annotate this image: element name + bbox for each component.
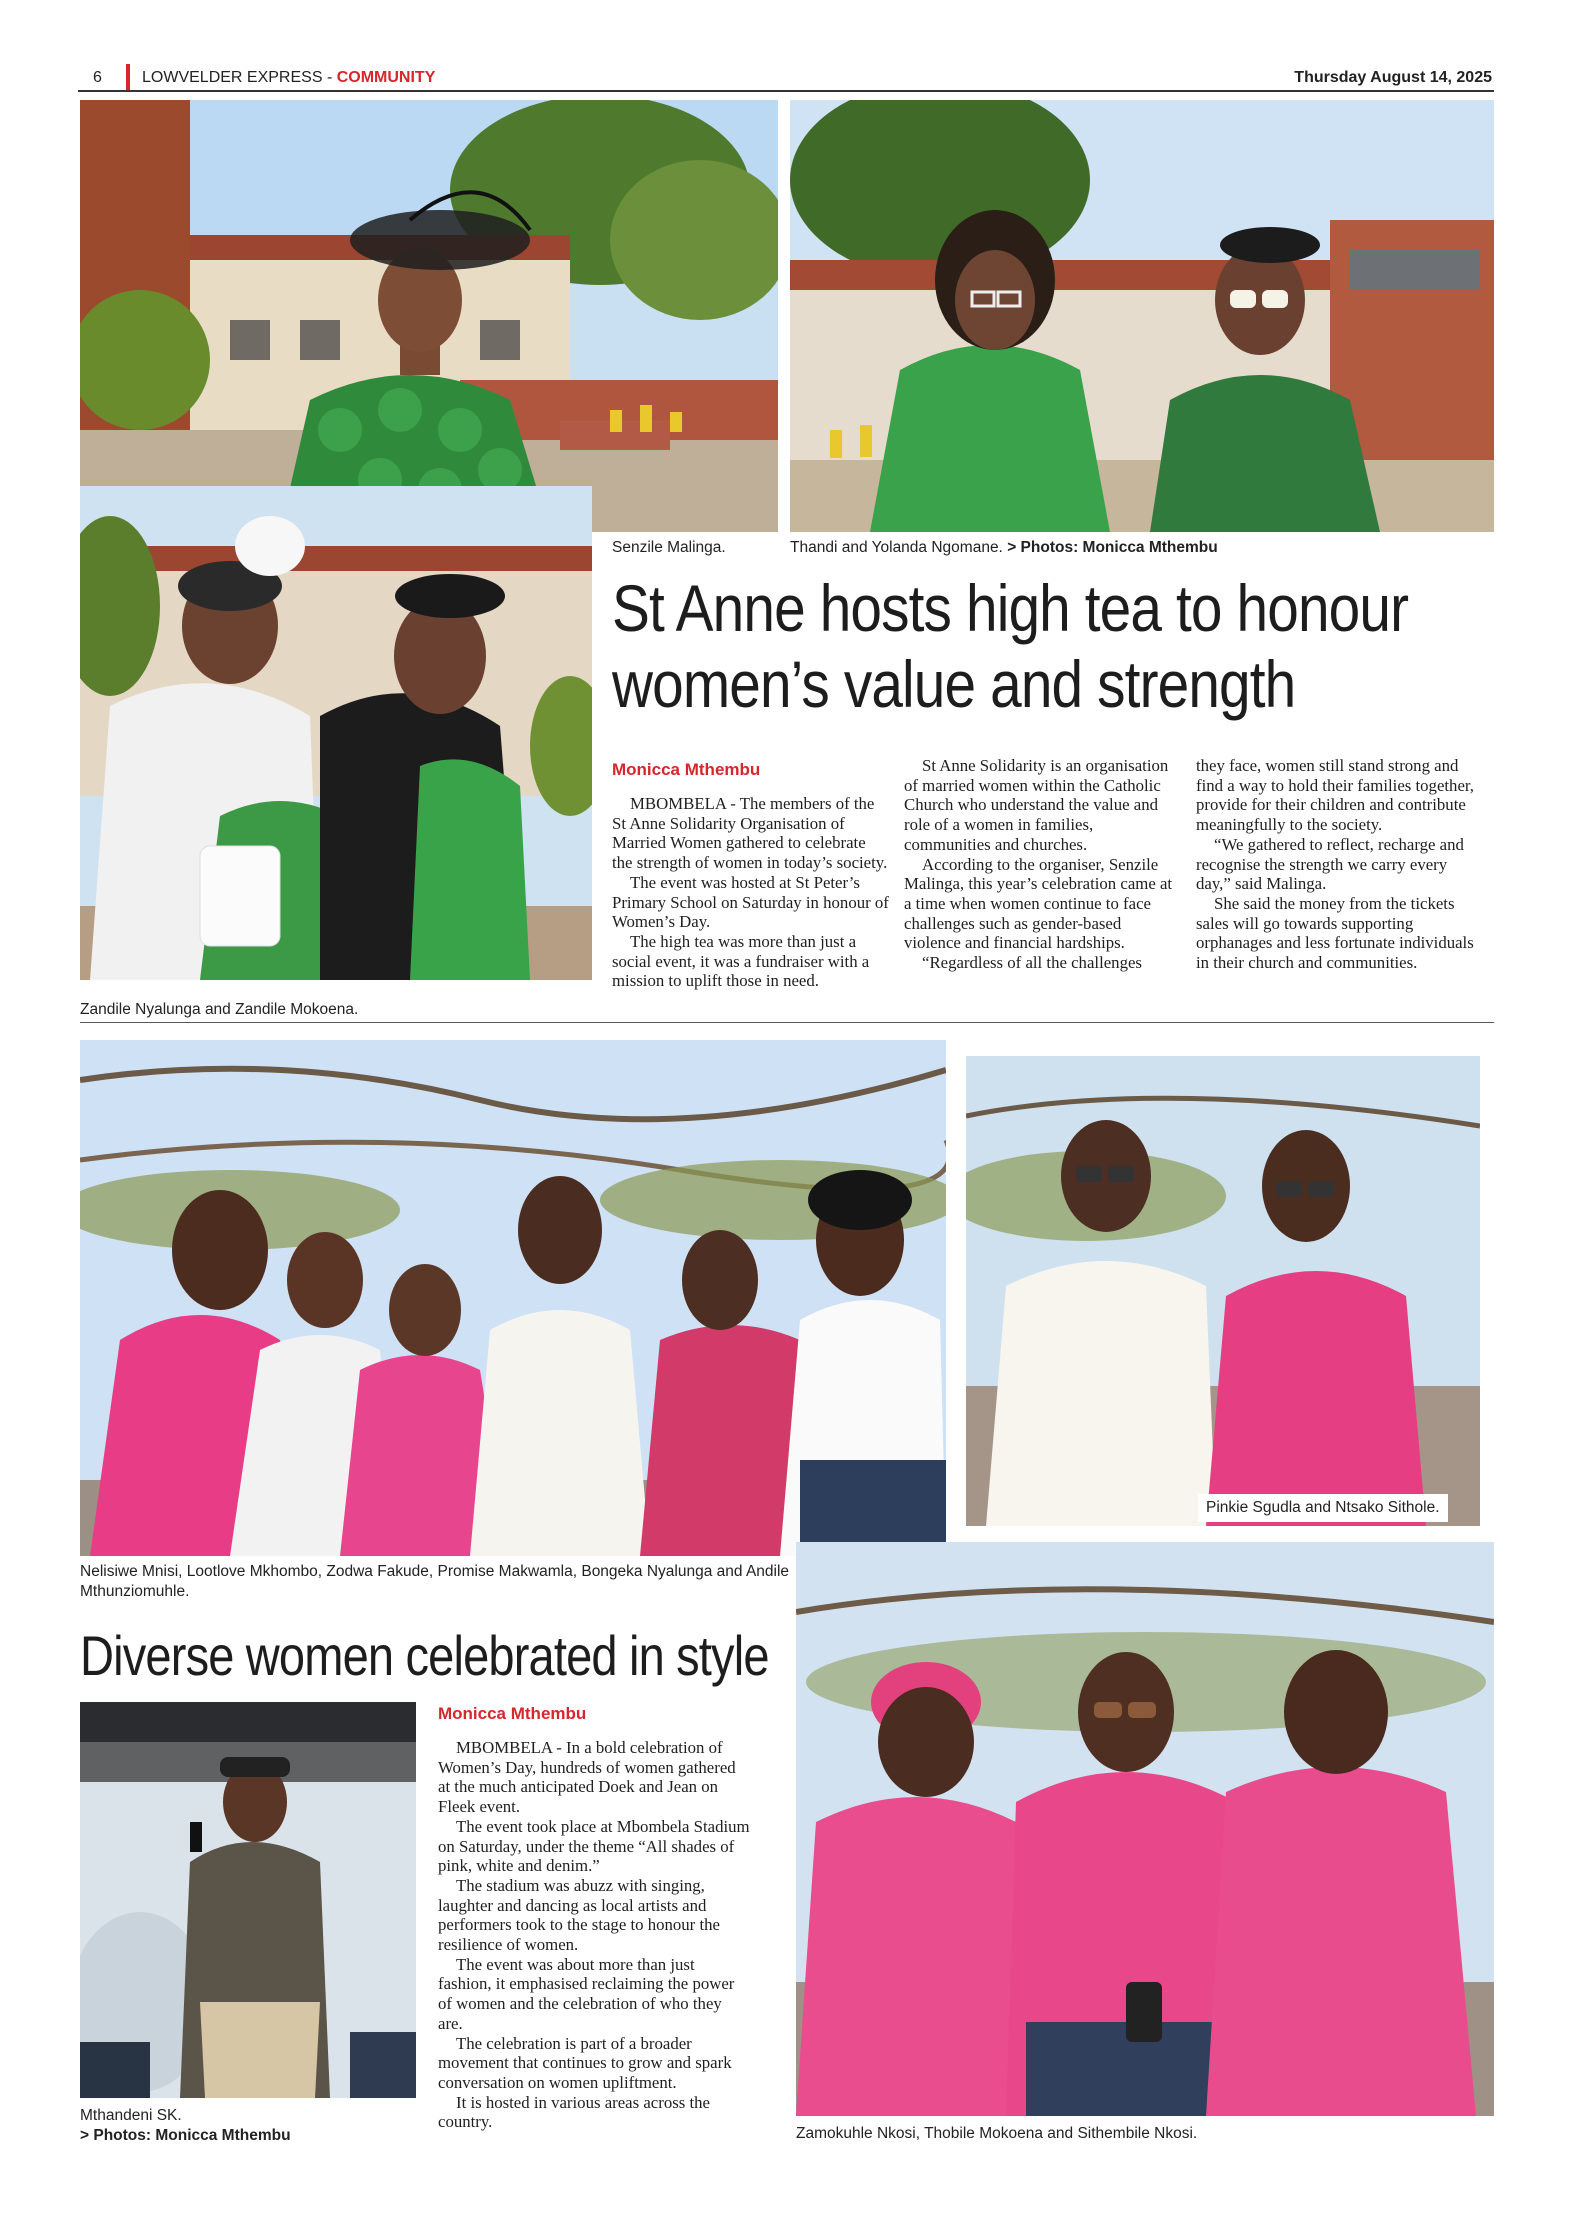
caption-performer-name: Mthandeni SK. xyxy=(80,2107,182,2124)
photo-pinkie-ntsako xyxy=(966,1056,1480,1526)
story1-paragraph: MBOMBELA - The members of the St Anne Solidarity Organisation of Married Women gathered to celebrate the strength of women in today’s society. xyxy=(612,794,888,873)
photo-senzile-malinga xyxy=(80,100,778,532)
caption-photo2-names: Thandi and Yolanda Ngomane. xyxy=(790,539,1003,556)
story1-paragraph: The high tea was more than just a social event, it was a fundraiser with a mission to uplift those in need. xyxy=(612,931,870,991)
caption-pair: Pinkie Sgudla and Ntsako Sithole. xyxy=(1198,1494,1448,1522)
page-number: 6 xyxy=(93,69,102,86)
story1-column-2 xyxy=(904,756,1182,973)
story2-byline: Monicca Mthembu xyxy=(438,1704,587,1723)
story2-paragraph: The event took place at Mbombela Stadium on Saturday, under the theme “All shades of pink, white and denim.” xyxy=(438,1816,750,1876)
header-accent-bar xyxy=(126,64,130,92)
caption-photo2 xyxy=(790,538,1218,558)
photo-group-six-women xyxy=(80,1040,946,1556)
section-divider xyxy=(80,1022,1494,1023)
story2-headline: Diverse women celebrated in style xyxy=(80,1624,769,1687)
story2-paragraph: It is hosted in various areas across the country. xyxy=(438,2092,710,2132)
photo-credit: > Photos: Monicca Mthembu xyxy=(1007,539,1218,556)
story1-paragraph: According to the organiser, Senzile Malinga, this year’s celebration came at a time when women continue to face challenges such as gender-based violence and financial hardships. xyxy=(904,854,1173,953)
story1-paragraph: St Anne Solidarity is an organisation of married women within the Catholic Church who understand the value and role of a women in families, communities and churches. xyxy=(904,756,1169,854)
photo-zandile-nyalunga-mokoena xyxy=(80,486,592,980)
photo-thandi-yolanda-ngomane xyxy=(790,100,1494,532)
story1-headline-line1: St Anne hosts high tea to honour xyxy=(612,571,1409,645)
publication-section-label xyxy=(142,68,435,88)
story2-paragraph: The celebration is part of a broader movement that continues to grow and spark conversation on women upliftment. xyxy=(438,2033,732,2092)
story2-paragraph: The event was about more than just fashion, it emphasised reclaiming the power of women and the celebration of who they are. xyxy=(438,1954,735,2033)
caption-trio: Zamokuhle Nkosi, Thobile Mokoena and Sithembile Nkosi. xyxy=(796,2125,1198,2142)
publication-name: LOWVELDER EXPRESS - xyxy=(142,69,337,86)
caption-photo3: Zandile Nyalunga and Zandile Mokoena. xyxy=(80,1001,359,1018)
story1-paragraph: “Regardless of all the challenges xyxy=(922,953,1142,973)
story1-paragraph: they face, women still stand strong and find a way to hold their families together, provide for their children and contribute meaningfully to the society. xyxy=(1196,756,1475,835)
story1-byline: Monicca Mthembu xyxy=(612,760,761,779)
header-rule xyxy=(78,90,1494,92)
photo-credit: > Photos: Monicca Mthembu xyxy=(80,2127,291,2144)
story2-column xyxy=(438,1738,750,2132)
issue-date: Thursday August 14, 2025 xyxy=(1294,69,1492,86)
story1-headline xyxy=(612,570,1408,722)
caption-performer xyxy=(80,2106,291,2146)
caption-group: Nelisiwe Mnisi, Lootlove Mkhombo, Zodwa Fakude, Promise Makwamla, Bongeka Nyalunga and Andile Mthunziomuhle. xyxy=(80,1563,790,1600)
story1-headline-line2: women’s value and strength xyxy=(612,647,1296,721)
story1-column-1 xyxy=(612,794,890,991)
photo-mthandeni-sk xyxy=(80,1702,416,2098)
story1-paragraph: “We gathered to reflect, recharge and recognise the strength we carry every day,” said Malinga. xyxy=(1196,834,1464,894)
story2-paragraph: MBOMBELA - In a bold celebration of Women’s Day, hundreds of women gathered at the much anticipated Doek and Jean on Fleek event. xyxy=(438,1738,736,1817)
section-name: COMMUNITY xyxy=(336,69,436,86)
caption-photo1: Senzile Malinga. xyxy=(612,539,726,556)
story2-paragraph: The stadium was abuzz with singing, laughter and dancing as local artists and performers took to the stage to honour the resilience of women. xyxy=(438,1875,720,1955)
story1-paragraph: The event was hosted at St Peter’s Primary School on Saturday in honour of Women’s Day. xyxy=(612,872,889,932)
story1-paragraph: She said the money from the tickets sales will go towards supporting orphanages and less fortunate individuals in their church and communities. xyxy=(1196,893,1474,973)
story1-column-3 xyxy=(1196,756,1486,973)
photo-trio-women xyxy=(796,1542,1494,2116)
